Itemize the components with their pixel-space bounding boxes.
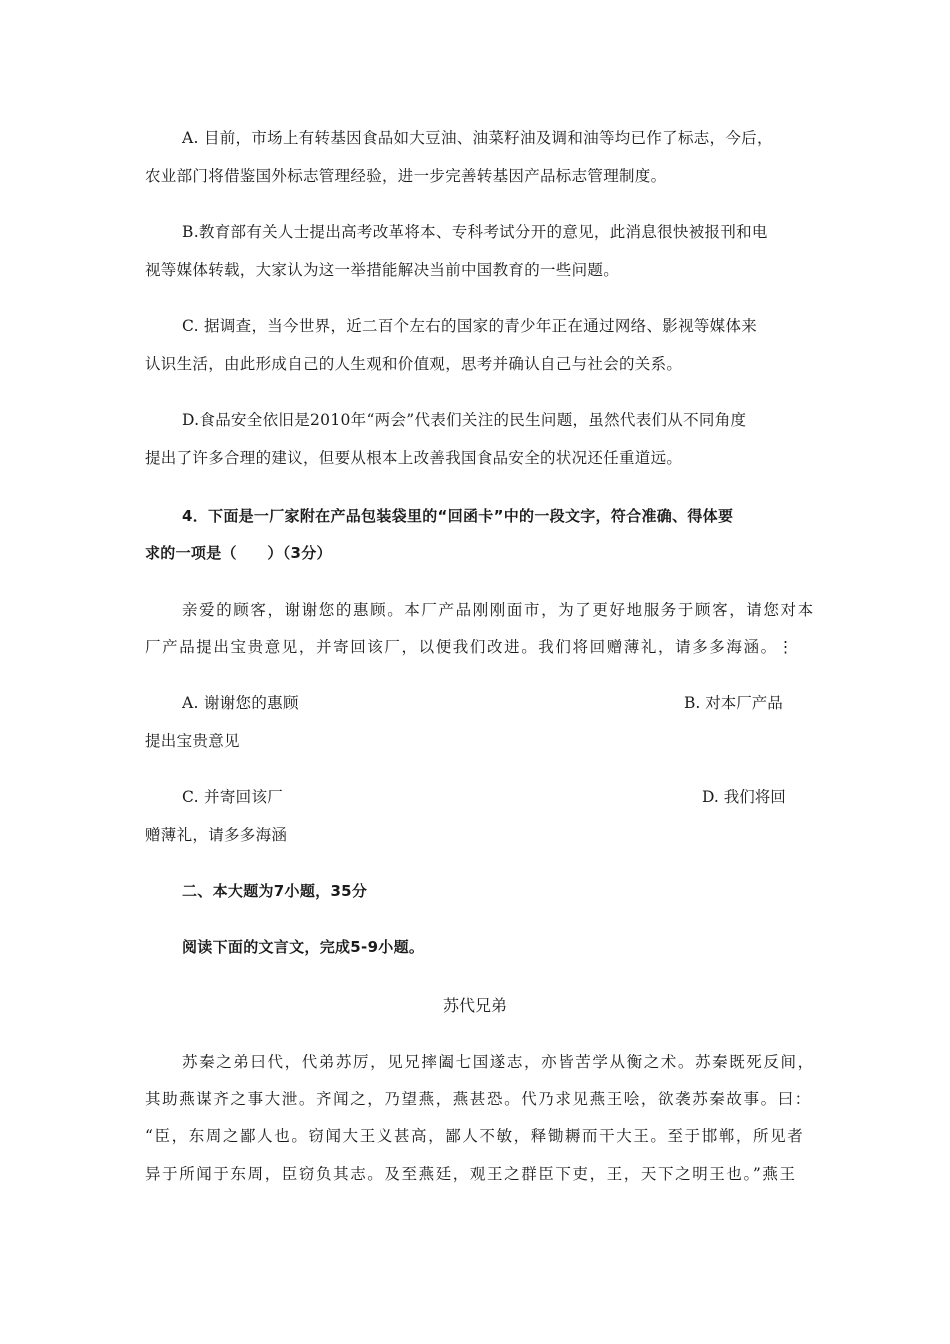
q3-option-b-line1: B.教育部有关人士提出高考改革将本、专科考试分开的意见，此消息很快被报刊和电: [182, 223, 768, 241]
passage-line3: “臣，东周之鄙人也。窃闻大王义甚高，鄙人不敏，释锄耨而干大王。至于邯郸，所见者: [145, 1127, 805, 1145]
q4-option-d-part1: D. 我们将回: [702, 788, 786, 806]
passage-line1: 苏秦之弟曰代，代弟苏厉，见兄摔阖七国遂志，亦皆苦学从衡之术。苏秦既死反间，: [182, 1053, 815, 1071]
q4-stem-line2: 求的一项是（ ）（3分）: [145, 544, 332, 562]
section2-heading: 二、本大题为7小题，35分: [182, 882, 368, 900]
passage-line2: 其助燕谋齐之事大泄。齐闻之，乃望燕，燕甚恐。代乃求见燕王哙，欲袭苏秦故事。曰：: [145, 1090, 812, 1108]
q3-option-c-line1: C. 据调查，当今世界，近二百个左右的国家的青少年正在通过网络、影视等媒体来: [182, 317, 758, 335]
q3-option-d-line1: D.食品安全依旧是2010年“两会”代表们关注的民生问题，虽然代表们从不同角度: [182, 411, 747, 429]
q4-passage-line2: 厂产品提出宝贵意见，并寄回该厂，以便我们改进。我们将回赠薄礼，请多多海涵。⋮: [145, 638, 795, 656]
passage-title: 苏代兄弟: [442, 996, 507, 1015]
q4-stem-line1: 4．下面是一厂家附在产品包装袋里的“回函卡”中的一段文字，符合准确、得体要: [182, 507, 734, 525]
q4-option-b-part2: 提出宝贵意见: [145, 732, 240, 750]
q4-option-d-part2: 赠薄礼，请多多海涵: [145, 826, 288, 844]
q3-option-a-line2: 农业部门将借鉴国外标志管理经验，进一步完善转基因产品标志管理制度。: [145, 167, 667, 185]
q3-option-d-line2: 提出了许多合理的建议，但要从根本上改善我国食品安全的状况还任重道远。: [145, 449, 683, 467]
q4-option-a: A. 谢谢您的惠顾: [182, 694, 299, 712]
q4-option-b-part1: B. 对本厂产品: [684, 694, 783, 712]
q4-option-c: C. 并寄回该厂: [182, 788, 284, 806]
q3-option-a-line1: A. 目前，市场上有转基因食品如大豆油、油菜籽油及调和油等均已作了标志，今后，: [182, 129, 773, 147]
q4-passage-line1: 亲爱的顾客，谢谢您的惠顾。本厂产品刚刚面市，为了更好地服务于顾客，请您对本: [182, 601, 815, 619]
q3-option-c-line2: 认识生活，由此形成自己的人生观和价值观，思考并确认自己与社会的关系。: [145, 355, 683, 373]
q3-option-b-line2: 视等媒体转载，大家认为这一举措能解决当前中国教育的一些问题。: [145, 261, 620, 279]
passage-line4: 异于所闻于东周，臣窃负其志。及至燕廷，观王之群臣下吏，王，天下之明王也。”燕王: [145, 1165, 797, 1183]
section2-instruction: 阅读下面的文言文，完成5-9小题。: [182, 938, 425, 956]
